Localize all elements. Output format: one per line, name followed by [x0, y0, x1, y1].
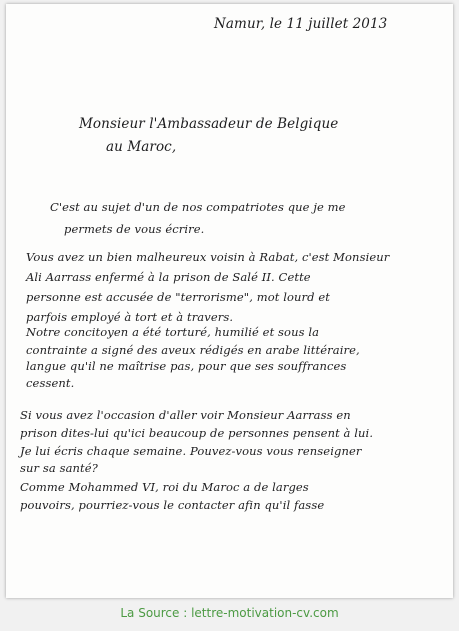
paragraph-2-line-1: Vous avez un bien malheureux voisin à Rabat, c'est Monsieur — [26, 250, 390, 264]
recipient-line-1: Monsieur l'Ambassadeur de Belgique — [79, 116, 339, 132]
paragraph-2-line-5: Notre concitoyen a été torturé, humilié et sous la — [26, 325, 320, 339]
letter-page — [6, 4, 453, 598]
paragraph-3-line-1: Si vous avez l'occasion d'aller voir Monsieur Aarrass en — [20, 408, 351, 422]
paragraph-3-line-2: prison dites-lui qu'ici beaucoup de personnes pensent à lui. — [20, 426, 374, 440]
recipient-line-2: au Maroc, — [106, 139, 177, 155]
paragraph-3-line-4: sur sa santé? — [20, 461, 98, 475]
paragraph-3-line-3: Je lui écris chaque semaine. Pouvez-vous vous renseigner — [20, 444, 362, 458]
paragraph-1-line-1: C'est au sujet d'un de nos compatriotes que je me — [50, 200, 346, 214]
paragraph-3-line-6: pouvoirs, pourriez-vous le contacter afin qu'il fasse — [20, 498, 325, 512]
paragraph-2-line-7: langue qu'il ne maîtrise pas, pour que ses souffrances — [26, 359, 347, 373]
paragraph-2-line-2: Ali Aarrass enfermé à la prison de Salé II. Cette — [26, 270, 311, 284]
paragraph-3-line-5: Comme Mohammed VI, roi du Maroc a de larges — [20, 480, 309, 494]
letter-date: Namur, le 11 juillet 2013 — [214, 16, 388, 32]
paragraph-2-line-8: cessent. — [26, 376, 75, 390]
paragraph-2-line-3: personne est accusée de "terrorisme", mot lourd et — [26, 290, 330, 304]
paragraph-2-line-6: contrainte a signé des aveux rédigés en arabe littéraire, — [26, 343, 360, 357]
source-credit: La Source : lettre-motivation-cv.com — [120, 606, 339, 620]
paragraph-2-line-4: parfois employé à tort et à travers. — [26, 310, 234, 324]
paragraph-1-line-2: permets de vous écrire. — [64, 222, 205, 236]
